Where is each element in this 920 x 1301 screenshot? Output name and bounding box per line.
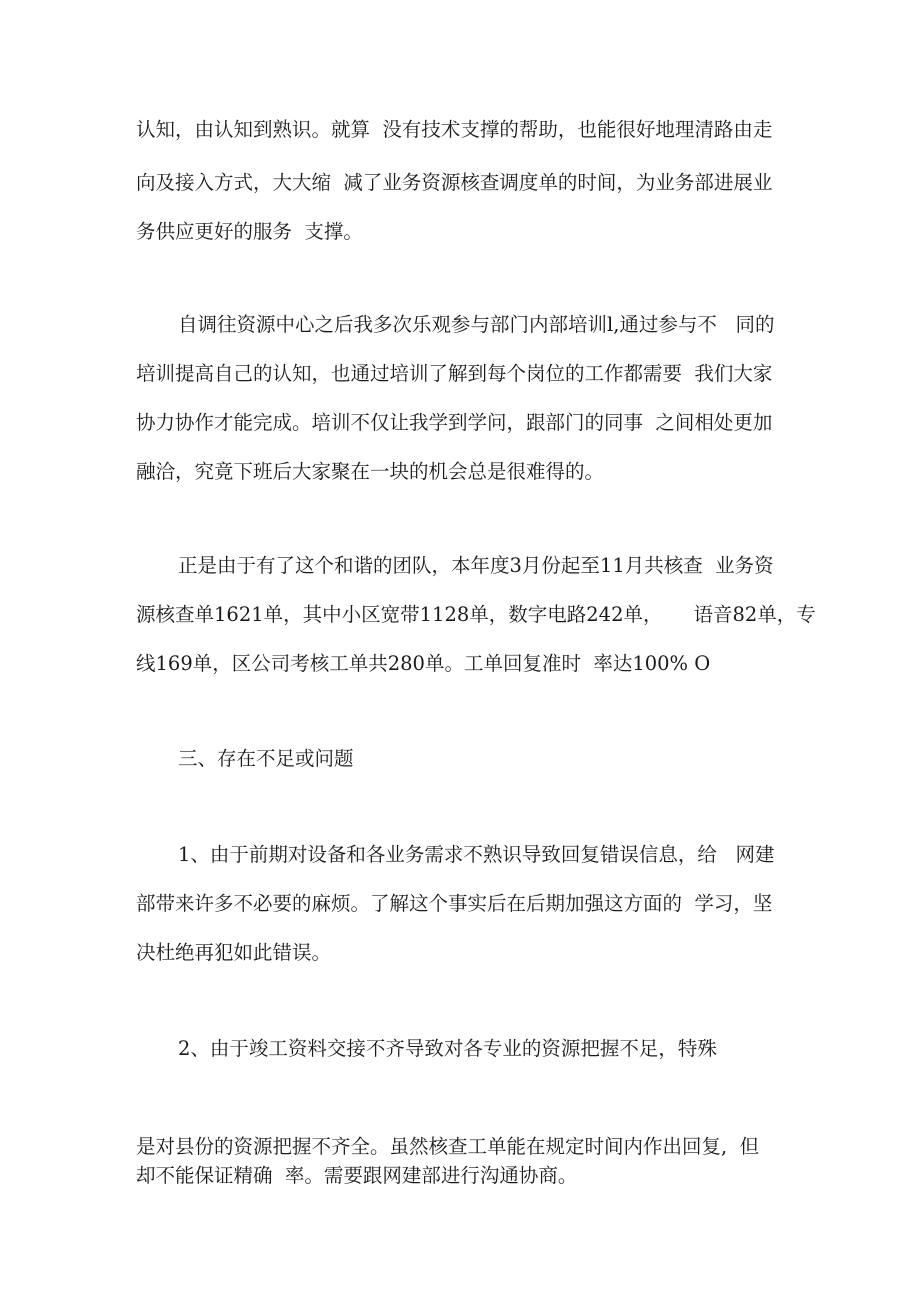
- section-heading: 三、存在不足或问题: [178, 747, 354, 770]
- text-line: 2、由于竣工资料交接不齐导致对各专业的资源把握不足，特殊: [178, 1037, 717, 1060]
- text-line: 决杜绝再犯如此错误。: [136, 941, 332, 964]
- text-line: 部带来许多不必要的麻烦。了解这个事实后在后期加强这方面的 学习，坚: [136, 892, 773, 915]
- text-line: 向及接入方式，大大缩 减了业务资源核查调度单的时间，为业务部进展业: [136, 171, 773, 194]
- text-line: 源核查单1621单，其中小区宽带1128单，数字电路242单， 语音82单，专: [136, 603, 816, 626]
- text-line: 协力协作才能完成。培训不仅让我学到学问，跟部门的同事 之间相处更加: [136, 411, 773, 434]
- text-line: 自调往资源中心之后我多次乐观参与部门内部培训l,通过参与不 同的: [178, 313, 775, 336]
- text-line: 融洽，究竟下班后大家聚在一块的机会总是很难得的。: [136, 460, 605, 483]
- text-line: 正是由于有了这个和谐的团队，本年度3月份起至11月共核查 业务资: [178, 554, 774, 577]
- text-line: 却不能保证精确 率。需要跟网建部进行沟通协商。: [136, 1164, 578, 1187]
- text-line: 线169单，区公司考核工单共280单。工单回复准时 率达100% O: [136, 652, 711, 675]
- text-line: 是对县份的资源把握不齐全。虽然核查工单能在规定时间内作出回复, 但: [136, 1135, 760, 1158]
- text-line: 务供应更好的服务 支撑。: [136, 220, 363, 243]
- text-line: 认知，由认知到熟识。就算 没有技术支撑的帮助，也能很好地理清路由走: [136, 118, 773, 141]
- text-line: 1、由于前期对设备和各业务需求不熟识导致回复错误信息，给 网建: [178, 843, 775, 866]
- text-line: 培训提高自己的认知，也通过培训了解到每个岗位的工作都需要 我们大家: [136, 362, 773, 385]
